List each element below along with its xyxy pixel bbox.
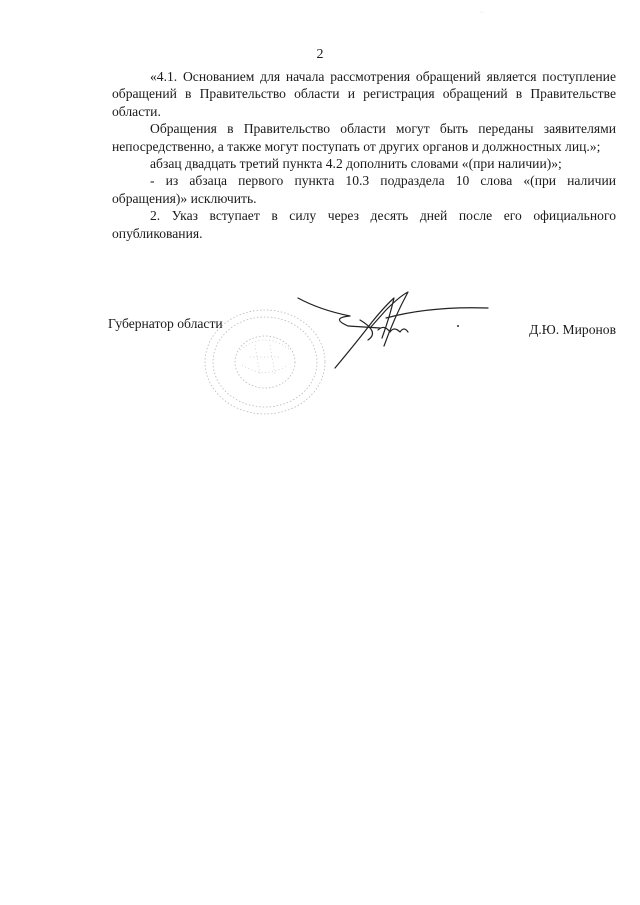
document-body	[112, 68, 616, 242]
signer-position: Губернатор области	[108, 316, 223, 331]
paragraph-amendment-4-2: абзац двадцать третий пункта 4.2 дополнить словами «(при наличии)»;	[150, 156, 562, 172]
signature-block	[108, 316, 616, 340]
paragraph-submission: Обращения в Правительство области могут быть переданы заявителями непосредственно, а также могут поступать от других органов и должностных лиц.»;	[112, 121, 616, 154]
paragraph-effective-date: 2. Указ вступает в силу через десять дней после его официального опубликования.	[112, 208, 616, 241]
signer-name: Д.Ю. Миронов	[529, 322, 616, 337]
paragraph-amendment-10-3: - из абзаца первого пункта 10.3 подраздела 10 слова «(при наличии обращения)» исключить.	[112, 173, 616, 206]
scan-artifact: ··	[480, 10, 484, 16]
paragraph-4-1: «4.1. Основанием для начала рассмотрения обращений является поступление обращений в Правительство области и регистрация обращений в Правительстве области.	[112, 69, 616, 119]
page-number: 2	[316, 47, 324, 62]
